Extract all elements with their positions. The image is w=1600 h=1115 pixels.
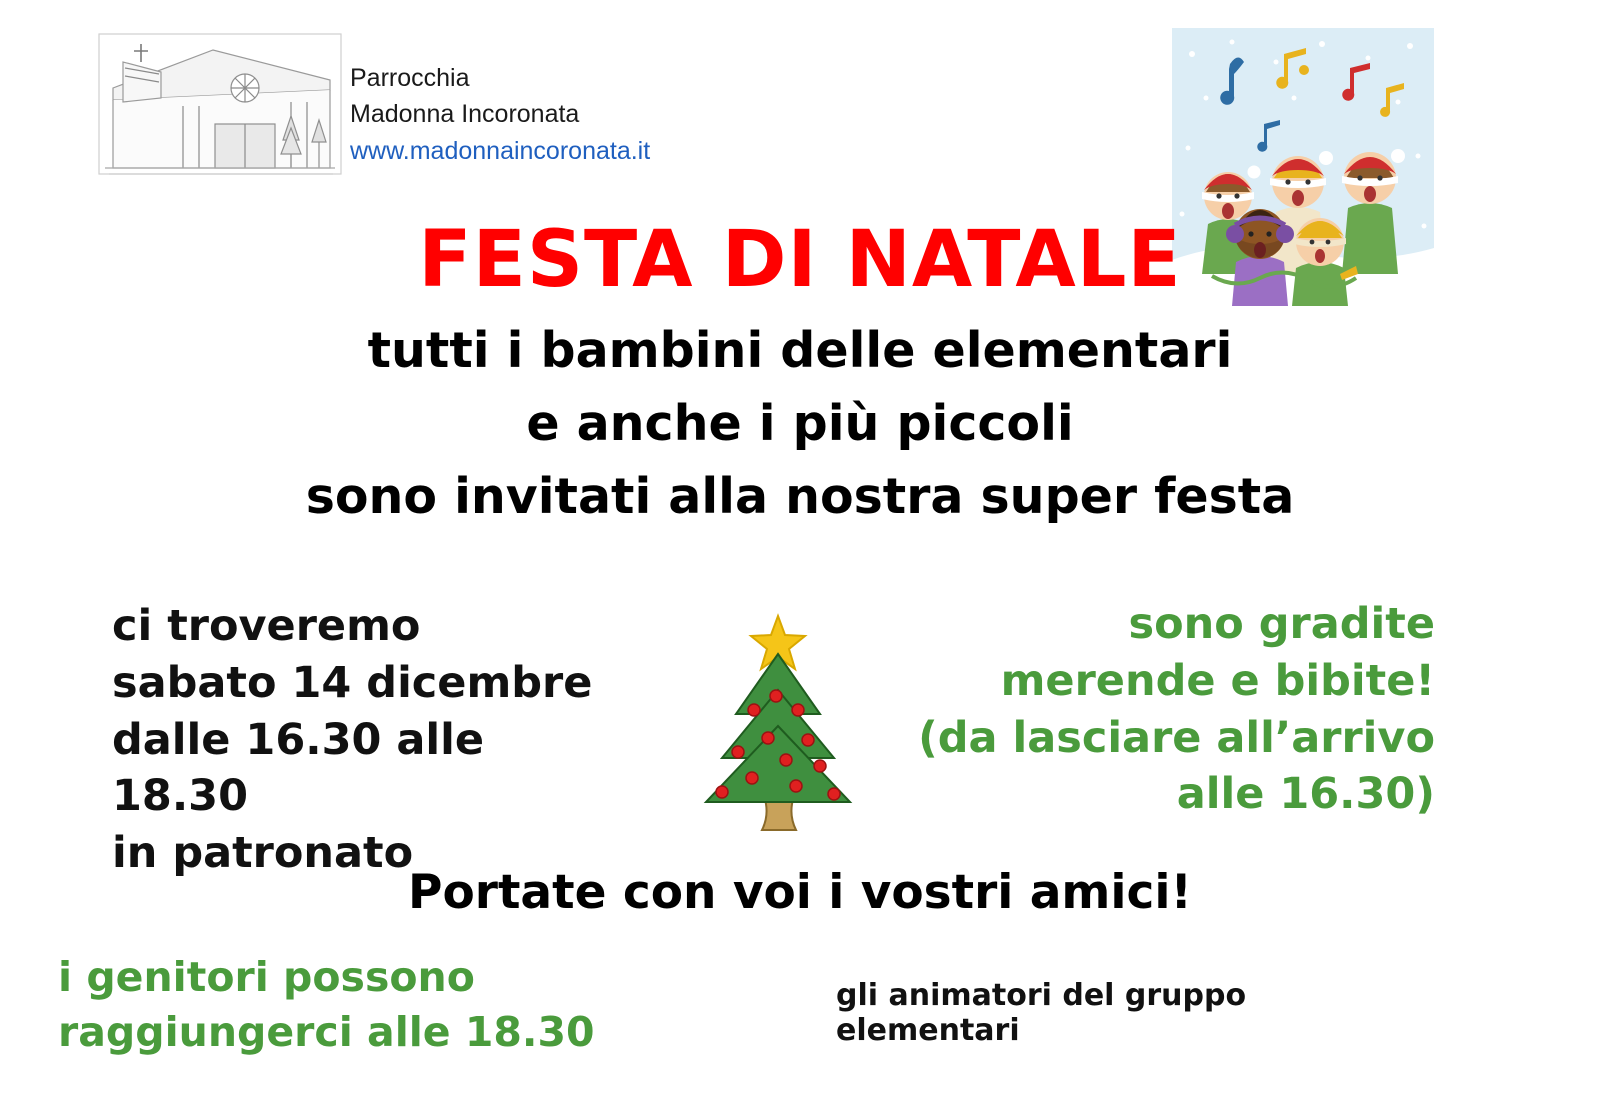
poster-subtitle-line-3: sono invitati alla nostra super festa — [305, 468, 1295, 525]
bring-snacks-line-2: merende e bibite! — [1000, 655, 1435, 706]
poster-title: FESTA DI NATALE — [418, 215, 1182, 305]
parents-note-line-2: raggiungerci alle 18.30 — [58, 1008, 595, 1057]
christmas-tree-illustration — [668, 610, 888, 845]
parents-note-line-1: i genitori possono — [58, 953, 475, 1001]
parents-note-block — [58, 950, 678, 1061]
parish-info — [350, 60, 650, 169]
event-details-line-1: ci troveremo — [112, 601, 421, 651]
signature-line: gli animatori del gruppo elementari — [836, 978, 1247, 1048]
poster-subtitle-line-2: e anche i più piccoli — [526, 395, 1074, 452]
parish-website-link[interactable]: www.madonnaincoronata.it — [350, 136, 651, 165]
parish-line-2: Madonna Incoronata — [350, 100, 580, 129]
event-details-line-2: sabato 14 dicembre — [112, 657, 593, 708]
event-details-block — [112, 598, 632, 882]
bring-friends-line: Portate con voi i vostri amici! — [408, 865, 1192, 920]
poster-subtitle-line-1: tutti i bambini delle elementari — [367, 322, 1233, 379]
parish-line-1: Parrocchia — [350, 64, 470, 92]
event-details-line-3: dalle 16.30 alle 18.30 — [112, 714, 485, 822]
church-sketch-icon — [95, 28, 345, 178]
bring-snacks-line-1: sono gradite — [1128, 599, 1435, 649]
bring-snacks-line-3: (da lasciare all’arrivo — [918, 712, 1435, 763]
bring-snacks-line-4: alle 16.30) — [1176, 769, 1435, 820]
bring-snacks-block — [875, 596, 1435, 823]
event-details-line-4: in patronato — [112, 828, 414, 878]
